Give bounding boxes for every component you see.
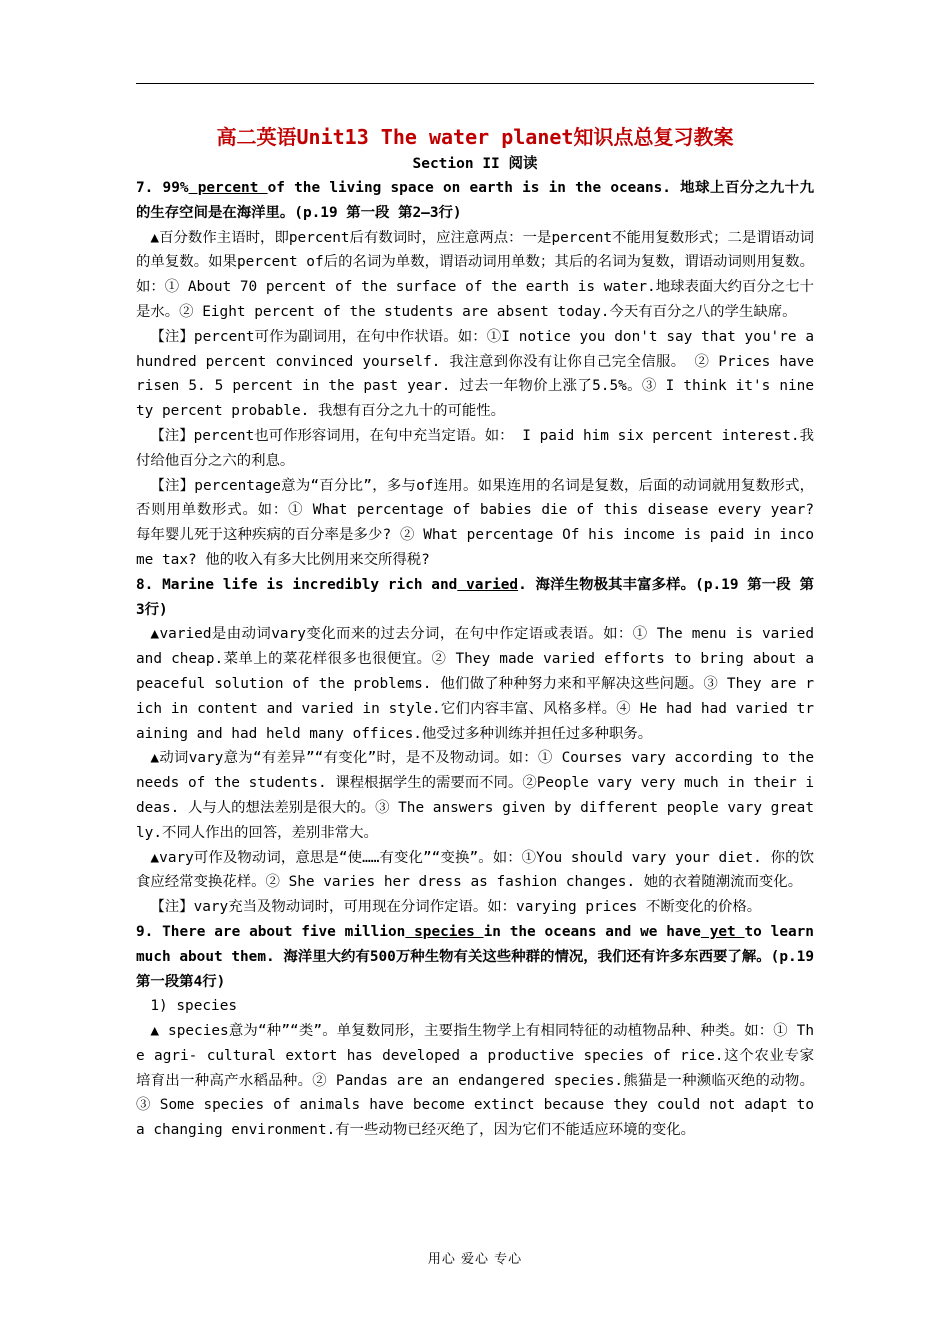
paragraph-8b: ▲动词vary意为“有差异”“有变化”时，是不及物动词。如：① Courses vary according to the needs of the students. 课程根据学生的需要而不同。②People vary very much in their ideas. 人与人的想法差别是很大的。③ The answers given by different people vary greatly.不同人作出的回答，差别非常大。 — [136, 750, 814, 841]
item-7-keyword: percent — [188, 180, 268, 196]
item-8-keyword: varied — [457, 576, 519, 593]
item-9-text: 9. There are about five million — [136, 923, 406, 940]
paragraph-7c: 【注】percent也可作形容词用，在句中充当定语。如： I paid him six percent interest.我付给他百分之六的利息。 — [136, 427, 814, 469]
document-body — [136, 122, 814, 1143]
section-heading: Section II 阅读 — [412, 156, 538, 172]
header-rule — [136, 83, 814, 84]
item-9-heading — [136, 920, 814, 994]
paragraph-9a: ▲ species意为“种”“类”。单复数同形，主要指生物学上有相同特征的动植物品种、种类。如：① The agri- cultural extort has developed a productive species of rice.这个农业专家培育出一种高产水稻品种。② Pandas are an endangered species.熊猫是一种濒临灭绝的动物。③ Some species of animals have become extinct because they could not adapt to a changing environment.有一些动物已经灭绝了，因为它们不能适应环境的变化。 — [136, 1023, 815, 1139]
item-9-text-rest: to learn much about them. 海洋里大约有500万种生物有关这些种群的情况，我们还有许多东西要了解。(p.19第一段第4行) — [136, 923, 814, 990]
paragraph-7a: ▲百分数作主语时，即percent后有数词时，应注意两点：一是percent不能用复数形式；二是谓语动词的单复数。如果percent of后的名词为单数，谓语动词用单数；其后的名词为复数，谓语动词则用复数。如：① About 70 percent of the surface of the earth is water.地球表面大约百分之七十是水。② Eight percent of the students are absent today.今天有百分之八的学生缺席。 — [136, 229, 814, 320]
item-8-text-rest: . 海洋生物极其丰富多样。(p.19 第一段 第3行) — [136, 576, 814, 618]
item-7-text: 7. 99% — [136, 180, 189, 196]
item-8-text: 8. Marine life is incredibly rich and — [136, 576, 458, 593]
item-9-text-mid: in the oceans and we have — [483, 923, 701, 940]
item-7-heading — [136, 176, 814, 226]
page-footer: 用心 爱心 专心 — [427, 1252, 523, 1267]
item-8-heading — [136, 573, 814, 623]
sub-heading-species: 1) species — [150, 998, 238, 1015]
paragraph-7d: 【注】percentage意为“百分比”，多与of连用。如果连用的名词是复数，后面的动词就用复数形式，否则用单数形式。如：① What percentage of babies die of this disease every year? 每年婴儿死于这种疾病的百分率是多少? ② What percentage Of his income is paid in income tax? 他的收入有多大比例用来交所得税? — [136, 477, 814, 568]
item-9-keyword-species: species — [405, 923, 484, 940]
paragraph-8d: 【注】vary充当及物动词时，可用现在分词作定语。如：varying prices 不断变化的价格。 — [150, 899, 762, 916]
paragraph-8a: ▲varied是由动词vary变化而来的过去分词，在句中作定语或表语。如：① The menu is varied and cheap.菜单上的菜花样很多也很便宜。② They made varied efforts to bring about a peaceful solution of the problems. 他们做了种种努力来和平解决这些问题。③ They are rich in content and varied in style.它们内容丰富、风格多样。④ He had had varied training and had held many offices.他受过多种训练并担任过多种职务。 — [136, 626, 814, 742]
paragraph-8c: ▲vary可作及物动词，意思是“使……有变化”“变换”。如：①You should vary your diet. 你的饮食应经常变换花样。② She varies her dress as fashion changes. 她的衣着随潮流而变化。 — [136, 849, 814, 891]
item-9-keyword-yet: yet — [700, 923, 745, 940]
paragraph-7b: 【注】percent可作为副词用，在句中作状语。如：①I notice you don't say that you're a hundred percent convinced yourself. 我注意到你没有让你自己完全信服。 ② Prices have risen 5. 5 percent in the past year. 过去一年物价上涨了5.5%。③ I think it's ninety percent probable. 我想有百分之九十的可能性。 — [136, 328, 814, 420]
page-title: 高二英语Unit13 The water planet知识点总复习教案 — [216, 125, 734, 149]
item-7-text-rest: of the living space on earth is in the oceans. 地球上百分之九十九的生存空间是在海洋里。(p.19 第一段 第2—3行) — [136, 180, 814, 221]
